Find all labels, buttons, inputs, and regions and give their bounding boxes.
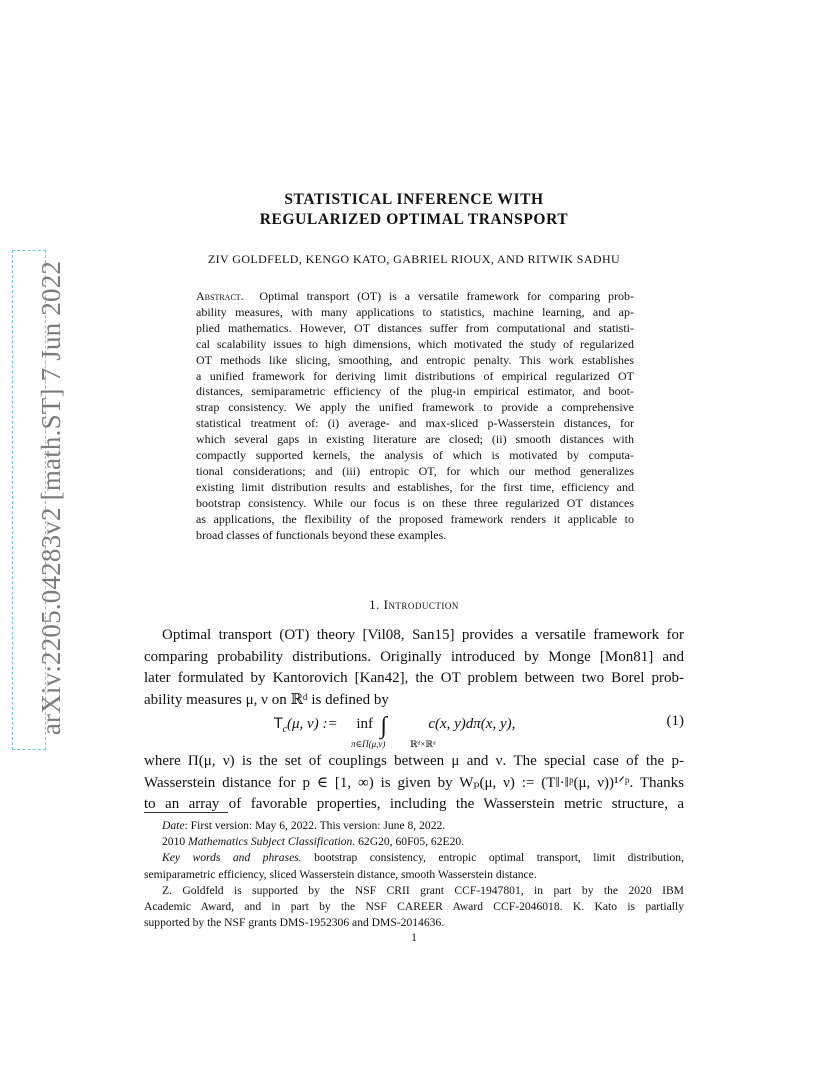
integral-subscript: ℝᵈ×ℝᵈ [410,739,436,749]
title-line-2: REGULARIZED OPTIMAL TRANSPORT [259,211,569,228]
body-line: where Π(μ, ν) is the set of couplings between μ and ν. The special case of the p- [144,753,684,769]
title-line-1: STATISTICAL INFERENCE WITH [284,191,544,208]
abstract-line: strap consistency. We apply the unified framework to provide a comprehensive [196,400,634,415]
abstract-line: broad classes of functionals beyond these examples. [196,527,447,542]
footnote-funding: Z. Goldfeld is supported by the NSF CRII grant CCF-1947801, in part by the 2020 IBM [162,883,684,897]
intro-paragraph [144,625,684,711]
abstract-line: ability measures, with many applications to statistics, machine learning, and ap- [196,304,634,319]
abstract-line: a unified framework for deriving limit distributions of empirical regularized OT [196,368,634,383]
abstract [196,289,634,544]
footnote-funding-cont: Academic Award, and in part by the NSF CAREER Award CCF-2046018. K. Kato is partially [144,900,684,914]
abstract-line: distances, semiparametric efficiency of the plug-in empirical estimator, and boot- [196,384,634,399]
page-number: 1 [411,932,417,944]
paper-title [0,190,828,230]
arxiv-identifier[interactable]: arXiv:2205.04283v2 [math.ST] 7 Jun 2022 [36,260,66,736]
continuation-paragraph [144,751,684,816]
abstract-line: bootstrap consistency. While our focus is on these three regularized OT distances [196,495,634,510]
body-line: comparing probability distributions. Originally introduced by Monge [Mon81] and [144,648,684,665]
body-line: later formulated by Kantorovich [Kan42], the OT problem between two Borel prob- [144,670,684,686]
equation-1 [144,709,684,753]
footnote-rule [144,812,228,813]
footnote-keywords-cont: semiparametric efficiency, sliced Wasserstein distance, smooth Wasserstein distance. [144,867,537,881]
body-line: Optimal transport (OT) theory [Vil08, San15] provides a versatile framework for [162,627,684,643]
abstract-label: Abstract. [196,289,244,303]
footnote-keywords: Key words and phrases. bootstrap consistency, entropic optimal transport, limit distribution, [162,851,684,865]
abstract-line: tional considerations; and (iii) entropic OT, for which our method generalizes [196,463,634,478]
equation-body: $T_c(\mu$, ν) := inf ∫ c(x, y)dπ(x, y), [274,713,516,739]
section-heading [0,597,828,613]
body-line: Wasserstein distance for p ∈ [1, ∞) is given by Wₚ(μ, ν) := (T‖·‖ᵖ(μ, ν))¹ᐟᵖ. Thanks [144,774,684,791]
infimum-subscript: π∈Π(μ,ν) [351,739,386,749]
abstract-line: OT methods like slicing, smoothing, and entropic penalty. This work establishes [196,352,634,367]
abstract-line: Abstract. Optimal transport (OT) is a versatile framework for comparing prob- [196,289,635,303]
abstract-line: as applications, the flexibility of the proposed framework renders it applicable to [196,511,634,526]
abstract-line: existing limit distribution results and establishes, for the first time, efficiency and [196,479,634,494]
body-line: to an array of favorable properties, including the Wasserstein metric structure, a [144,796,684,812]
body-line: ability measures μ, ν on ℝᵈ is defined by [144,691,389,708]
footnote-date: Date: First version: May 6, 2022. This version: June 8, 2022. [162,819,446,832]
abstract-line: compactly supported kernels, the analysis of which is motivated by computa- [196,448,634,463]
section-number: 1. [369,597,380,612]
footnote-funding-cont: supported by the NSF grants DMS-1952306 and DMS-2014636. [144,916,445,930]
section-title: Introduction [383,597,459,612]
footnote-msc: 2010 Mathematics Subject Classification. 62G20, 60F05, 62E20. [162,835,465,849]
footnotes [144,818,684,931]
abstract-line: cal scalability issues to high dimensions, which motivated the study of regularized [196,336,634,351]
abstract-line: plied mathematics. However, OT distances suffer from computational and statisti- [196,320,634,335]
abstract-line: statistical treatment of: (i) average- and max-sliced p-Wasserstein distances, for [196,416,634,431]
equation-number: (1) [666,713,684,729]
author-list: ZIV GOLDFELD, KENGO KATO, GABRIEL RIOUX, AND RITWIK SADHU [207,252,621,266]
abstract-line: which several gaps in existing literature are closed; (ii) smooth distances with [196,432,634,447]
